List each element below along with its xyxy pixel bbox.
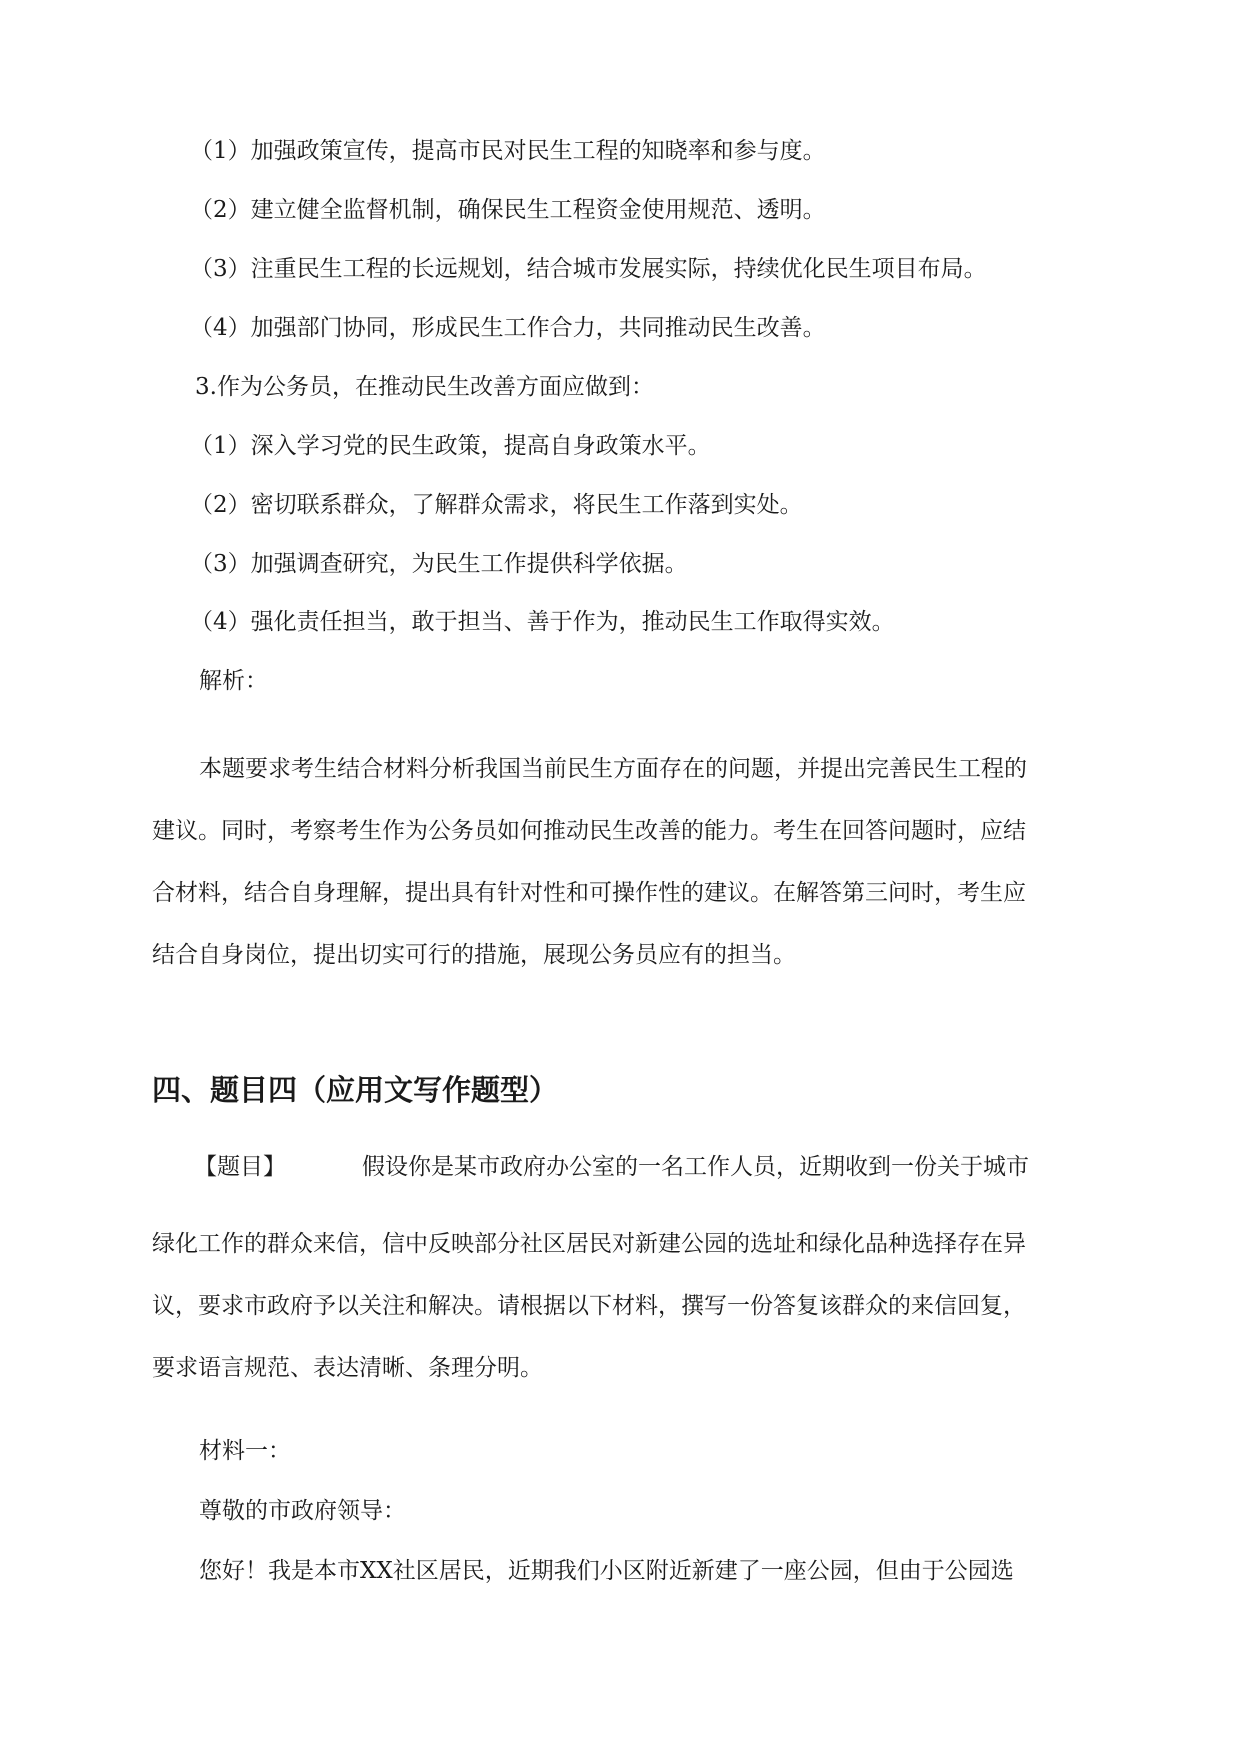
measure-item-4: （4）加强部门协同，形成民生工作合力，共同推动民生改善。 [190, 315, 826, 341]
civil-servant-item-4: （4）强化责任担当，敢于担当、善于作为，推动民生工作取得实效。 [190, 609, 895, 635]
question-paragraph [152, 1213, 1092, 1399]
civil-servant-item-2: （2）密切联系群众，了解群众需求，将民生工作落到实处。 [190, 492, 803, 518]
analysis-paragraph [152, 738, 1092, 986]
question-line-3: 议，要求市政府予以关注和解决。请根据以下材料，撰写一份答复该群众的来信回复， [152, 1293, 1026, 1319]
question-line-1: 假设你是某市政府办公室的一名工作人员，近期收到一份关于城市 [362, 1154, 1029, 1180]
measure-item-1: （1）加强政策宣传，提高市民对民生工程的知晓率和参与度。 [190, 138, 826, 164]
measure-item-3: （3）注重民生工程的长远规划，结合城市发展实际，持续优化民生项目布局。 [190, 256, 987, 282]
civil-servant-item-1: （1）深入学习党的民生政策，提高自身政策水平。 [190, 433, 711, 459]
analysis-line-3: 合材料，结合自身理解，提出具有针对性和可操作性的建议。在解答第三问时，考生应 [152, 880, 1026, 906]
question-line-2: 绿化工作的群众来信，信中反映部分社区居民对新建公园的选址和绿化品种选择存在异 [152, 1231, 1026, 1257]
measure-item-2: （2）建立健全监督机制，确保民生工程资金使用规范、透明。 [190, 197, 826, 223]
analysis-line-4: 结合自身岗位，提出切实可行的措施，展现公务员应有的担当。 [152, 942, 796, 968]
analysis-line-2: 建议。同时，考察考生作为公务员如何推动民生改善的能力。考生在回答问题时，应结 [152, 818, 1026, 844]
material-label: 材料一： [199, 1438, 291, 1464]
letter-salutation: 尊敬的市政府领导： [199, 1498, 406, 1524]
section-heading: 四、题目四（应用文写作题型） [152, 1073, 559, 1107]
letter-first-line: 您好！我是本市XX社区居民，近期我们小区附近新建了一座公园，但由于公园选 [199, 1558, 1014, 1584]
analysis-label: 解析： [199, 668, 268, 694]
question-line-4: 要求语言规范、表达清晰、条理分明。 [152, 1355, 543, 1381]
civil-servant-item-3: （3）加强调查研究，为民生工作提供科学依据。 [190, 551, 688, 577]
analysis-line-1: 本题要求考生结合材料分析我国当前民生方面存在的问题，并提出完善民生工程的 [199, 756, 1027, 782]
question-label: 【题目】 [194, 1154, 286, 1180]
section-3-title: 3.作为公务员，在推动民生改善方面应做到： [195, 374, 654, 400]
